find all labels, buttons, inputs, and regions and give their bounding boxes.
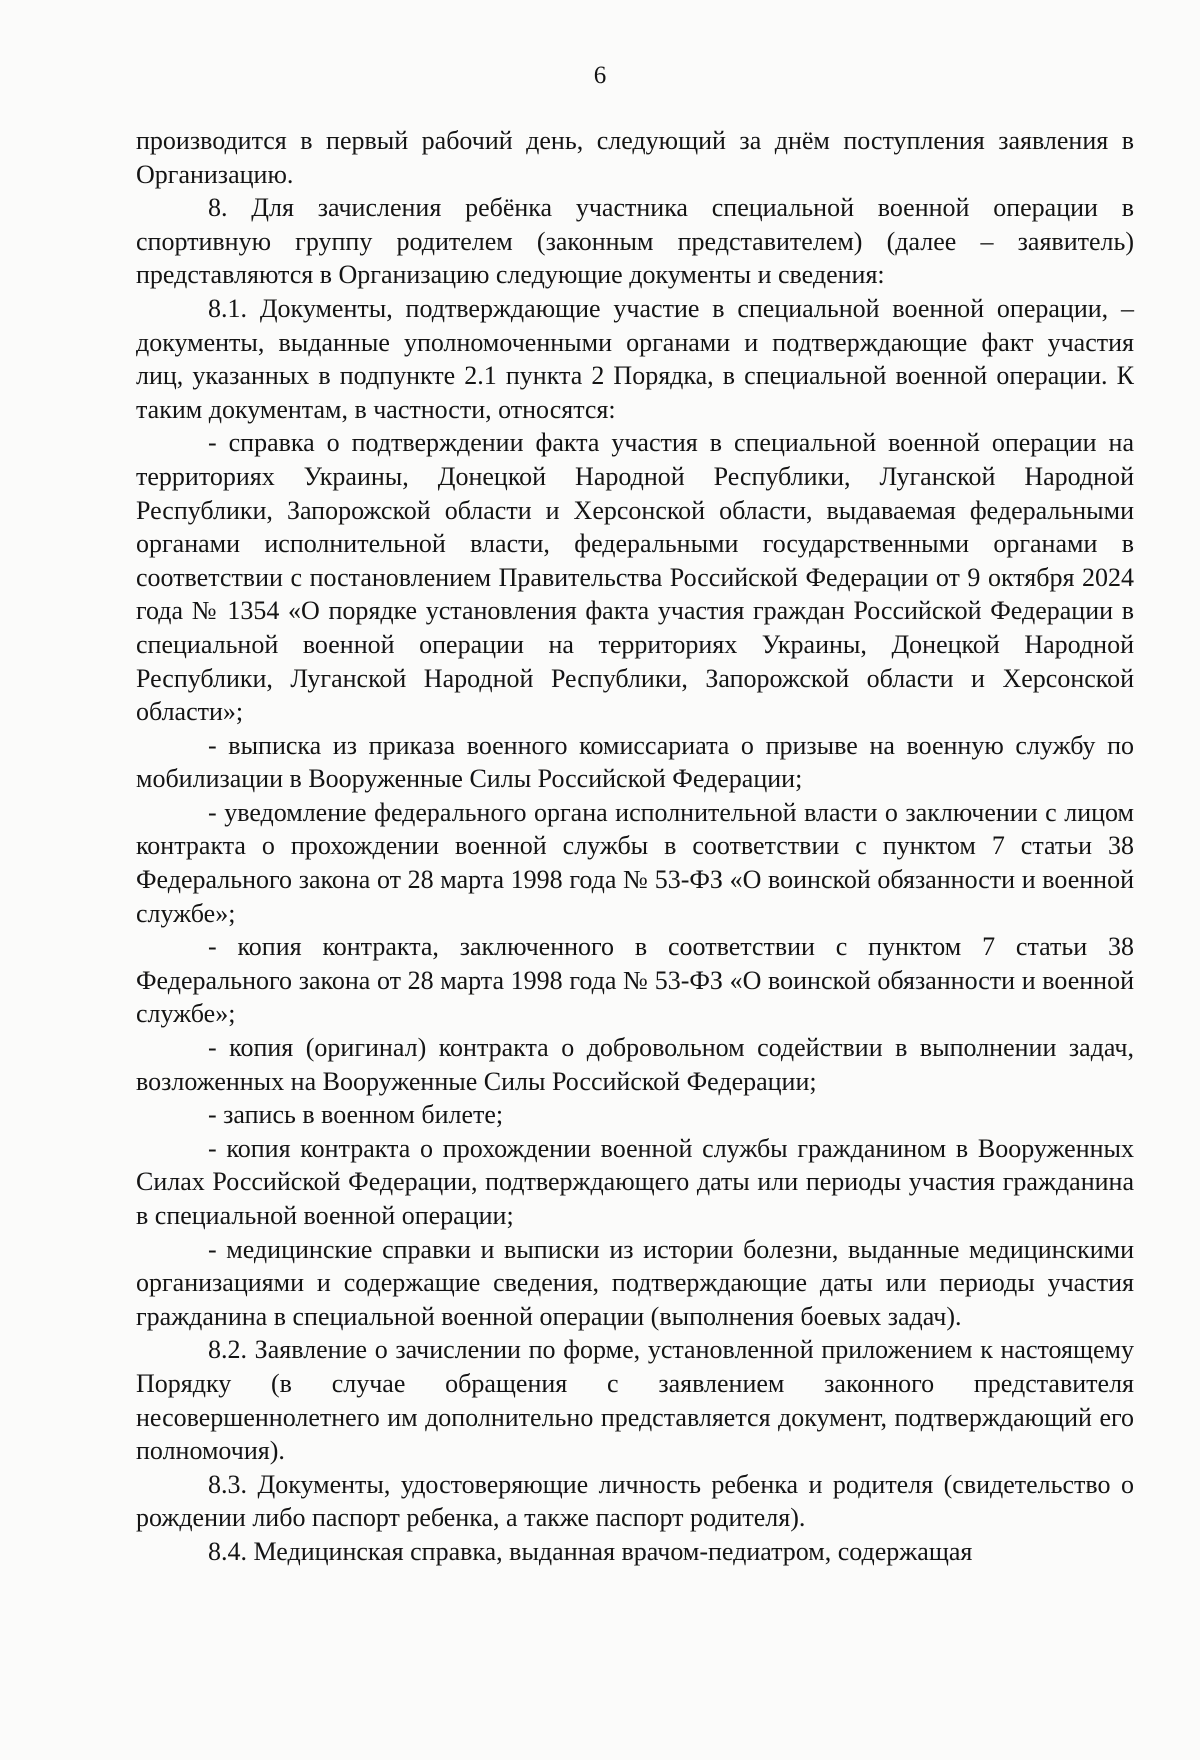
paragraph-8: 8. Для зачисления ребёнка участника специальной военной операции в спортивную группу родителем (законным представителем) (далее – заявитель) представляются в Организацию следующие документы и сведения:: [136, 193, 1134, 290]
list-item-volunteer-contract: - копия (оригинал) контракта о добровольном содействии в выполнении задач, возложенных на Вооруженные Силы Российской Федерации;: [136, 1033, 1134, 1096]
list-item-service-contract: - копия контракта о прохождении военной службы гражданином в Вооруженных Силах Российской Федерации, подтверждающего даты или периоды участия гражданина в специальной военной операции;: [136, 1133, 1134, 1230]
list-item-contract-copy: - копия контракта, заключенного в соответствии с пунктом 7 статьи 38 Федерального закона от 28 марта 1998 года № 53-ФЗ «О воинской обязанности и военной службе»;: [136, 932, 1134, 1029]
document-body: [136, 124, 1134, 1569]
list-item-military-id-record: - запись в военном билете;: [208, 1100, 504, 1130]
paragraph-8-3: 8.3. Документы, удостоверяющие личность ребенка и родителя (свидетельство о рождении либо паспорт ребенка, а также паспорт родителя).: [136, 1469, 1134, 1533]
paragraph-8-2: 8.2. Заявление о зачислении по форме, установленной приложением к настоящему Порядку (в случае обращения с заявлением законного представителя несовершеннолетнего им дополнительно представляется документ, подтверждающий его полномочия).: [136, 1335, 1134, 1466]
paragraph-8-4: 8.4. Медицинская справка, выданная врачом-педиатром, содержащая: [208, 1536, 973, 1566]
page-number: 6: [593, 62, 607, 89]
paragraph-continuation: производится в первый рабочий день, следующий за днём поступления заявления в Организацию.: [136, 126, 1134, 189]
list-item-svo-certificate: - справка о подтверждении факта участия в специальной военной операции на территориях Украины, Донецкой Народной Республики, Луганской Народной Республики, Запорожской области и Херсонской области, выдаваемая федеральными органами исполнительной власти, федеральными государственными органами в соответствии с постановлением Правительства Российской Федерации от 9 октября 2024 года № 1354 «О порядке установления факта участия граждан Российской Федерации в специальной военной операции на территориях Украины, Донецкой Народной Республики, Луганской Народной Республики, Запорожской области и Херсонской области»;: [136, 428, 1134, 727]
list-item-medical-records: - медицинские справки и выписки из истории болезни, выданные медицинскими организациями и содержащие сведения, подтверждающие даты или периоды участия гражданина в специальной военной операции (выполнения боевых задач).: [136, 1234, 1134, 1331]
paragraph-8-1: 8.1. Документы, подтверждающие участие в специальной военной операции, – документы, выданные уполномоченными органами и подтверждающие факт участия лиц, указанных в подпункте 2.1 пункта 2 Порядка, в специальной военной операции. К таким документам, в частности, относятся:: [136, 293, 1134, 424]
list-item-mobilization-order: - выписка из приказа военного комиссариата о призыве на военную службу по мобилизации в Вооруженные Силы Российской Федерации;: [136, 730, 1134, 794]
list-item-contract-notification: - уведомление федерального органа исполнительной власти о заключении с лицом контракта о прохождении военной службы в соответствии с пунктом 7 статьи 38 Федерального закона от 28 марта 1998 года № 53-ФЗ «О воинской обязанности и военной службе»;: [136, 797, 1134, 928]
